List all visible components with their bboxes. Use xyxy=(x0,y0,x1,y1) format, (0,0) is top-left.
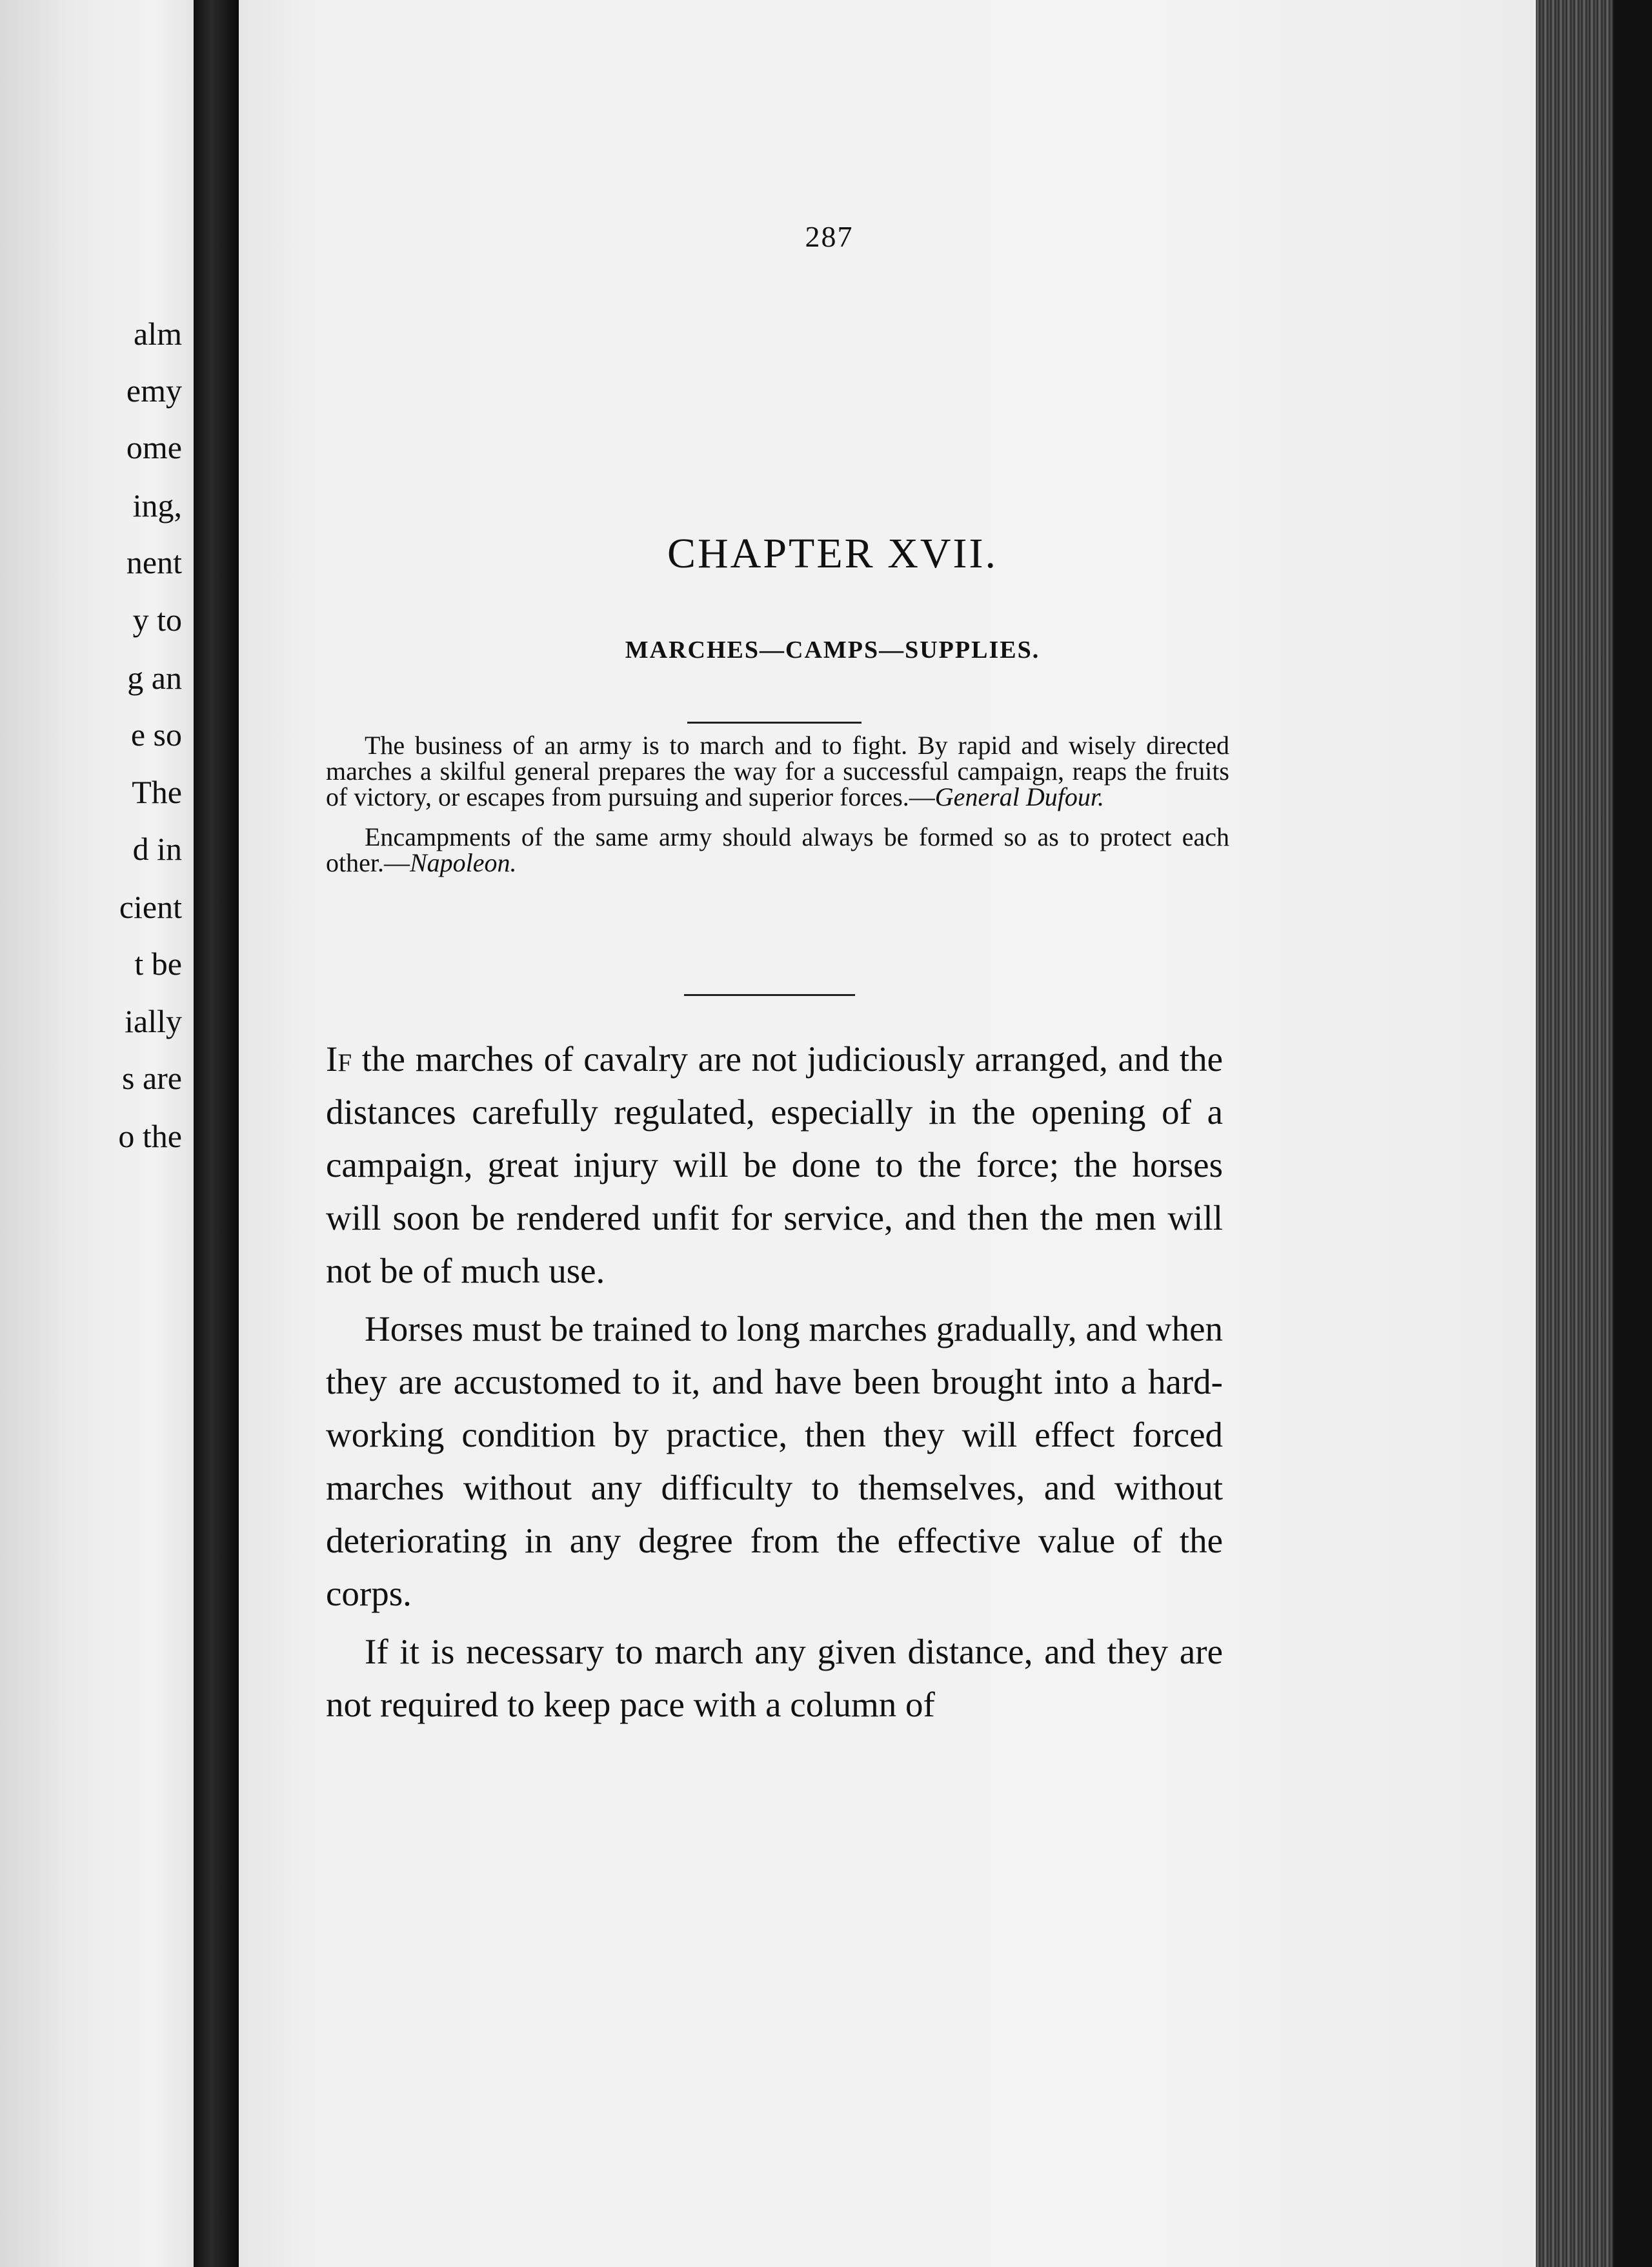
epigraph-quote-text: Encampments of the same army should always be formed so as to protect each other.— xyxy=(326,822,1229,877)
left-page-line: ome xyxy=(126,429,182,465)
left-page-line: g an xyxy=(127,660,182,696)
paragraph-text: the marches of cavalry are not judiciously arranged, and the distances carefully regulated, especially in the opening of a campaign, great injury will be done to the force; the horses will soon be rendered unfit for service, and then the men will not be of much use. xyxy=(326,1039,1223,1290)
left-page-line: d in xyxy=(132,831,182,867)
left-page-line: s are xyxy=(122,1060,182,1096)
divider-rule xyxy=(687,722,861,724)
left-page-line: y to xyxy=(132,602,182,638)
left-page-line: emy xyxy=(126,372,182,409)
epigraph-quote xyxy=(326,824,1229,876)
body-paragraph: If it is necessary to march any given distance, and they are not required to keep pace with a column of xyxy=(326,1632,1223,1724)
chapter-subtitle: MARCHES—CAMPS—SUPPLIES. xyxy=(625,636,1040,664)
body-text xyxy=(326,1033,1223,1736)
page-number: 287 xyxy=(805,220,854,253)
left-page-line: cient xyxy=(119,889,182,925)
book-cover-edge xyxy=(1613,0,1652,2267)
left-page-line: ing, xyxy=(132,487,182,524)
epigraph-attribution: General Dufour. xyxy=(934,782,1105,811)
body-paragraph xyxy=(326,1033,1223,1297)
body-paragraph: Horses must be trained to long marches gradually, and when they are accustomed to it, and have been brought into a hard-working condition by practice, then they will effect forced marches without any difficulty to themselves, and without deteriorating in any degree from the effective value of the corps. xyxy=(326,1309,1223,1613)
left-page-line: The xyxy=(132,774,182,810)
epigraph-quote-text: The business of an army is to march and to fight. By rapid and wisely directed marches a skilful general prepares the way for a successful campaign, reaps the fruits of victory, or escapes from pursuing and superior forces.— xyxy=(326,731,1229,811)
divider-rule xyxy=(684,994,855,996)
left-page-line: e so xyxy=(130,717,182,753)
chapter-title: CHAPTER XVII. xyxy=(667,530,998,577)
book-gutter xyxy=(194,0,239,2267)
epigraph-attribution: Napoleon. xyxy=(409,848,517,877)
left-page-line: o the xyxy=(118,1118,182,1154)
left-page-line: nent xyxy=(126,544,182,580)
left-page-line: ially xyxy=(125,1003,182,1039)
paragraph-lead: If xyxy=(326,1039,352,1079)
left-page-line: alm xyxy=(134,316,182,352)
left-page-line: t be xyxy=(134,946,182,982)
left-page xyxy=(0,0,194,2267)
epigraph xyxy=(326,733,1229,890)
epigraph-quote xyxy=(326,733,1229,810)
